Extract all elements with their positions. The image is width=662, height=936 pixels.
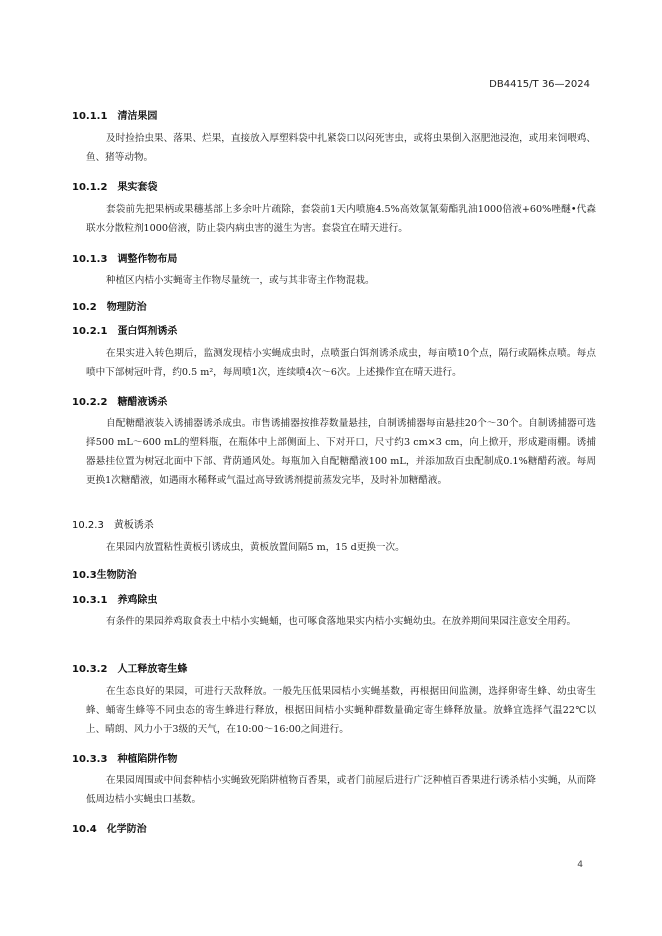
section-title: 蛋白饵剂诱杀: [117, 326, 178, 337]
section-paragraph: 有条件的果园养鸡取食表土中桔小实蝇蛹，也可啄食落地果实内桔小实蝇幼虫。在放养期间果园注意安全用药。: [106, 616, 577, 627]
section-heading: [72, 298, 147, 313]
section-heading: [72, 393, 167, 408]
section-paragraph: 自配糖醋液装入诱捕器诱杀成虫。市售诱捕器按推荐数量悬挂，自制诱捕器每亩悬挂20个～30个。自制诱捕器可选择500 mL～600 mL的塑料瓶，在瓶体中上部侧面上、下对开口，尺寸约3 cm×3 cm，向上掀开，形成避雨棚。诱捕器悬挂位置为树冠北面中下部、背荫通风处。每瓶加入自配糖醋液100 mL，并添加敌百虫配制成0.1%糖醋药液。每周更换1次糖醋液，如遇雨水稀释或气温过高导致诱剂提前蒸发完毕，及时补加糖醋液。: [86, 418, 596, 486]
section-number: 10.3.1: [72, 595, 108, 606]
section-title: 果实套袋: [117, 182, 158, 193]
section-title: 人工释放寄生蜂: [117, 664, 188, 675]
section-paragraph: 种植区内桔小实蝇寄主作物尽量统一，或与其非寄主作物混栽。: [106, 275, 375, 286]
section-paragraph: 在果实进入转色期后，监测发现桔小实蝇成虫时，点喷蛋白饵剂诱杀成虫，每亩喷10个点，隔行或隔株点喷。每点喷中下部树冠叶背，约0.5 m²，每周喷1次，连续喷4次～6次。上述操作宜在晴天进行。: [86, 348, 596, 378]
section-heading: [72, 660, 187, 675]
section-heading: [72, 516, 154, 531]
section-number: 10.2.2: [72, 397, 108, 408]
section-title: 生物防治: [96, 570, 137, 581]
section-title: 物理防治: [106, 302, 147, 313]
section-paragraph: 及时捡拾虫果、落果、烂果，直接放入厚塑料袋中扎紧袋口以闷死害虫，或将虫果倒入沤肥池浸泡，或用来饲喂鸡、鱼、猪等动物。: [86, 133, 596, 163]
section-number: 10.1.2: [72, 182, 108, 193]
document-code: DB4415/T 36—2024: [489, 79, 590, 90]
section-number: 10.4: [72, 824, 97, 835]
section-paragraph: 在果园内放置粘性黄板引诱成虫，黄板放置间隔5 m，15 d更换一次。: [106, 542, 405, 553]
section-paragraph: 在果园周围或中间套种桔小实蝇致死陷阱植物百香果，或者门前屋后进行广泛种植百香果进行诱杀桔小实蝇，从而降低周边桔小实蝇虫口基数。: [86, 775, 596, 805]
section-number: 10.1.3: [72, 254, 108, 265]
section-number: 10.2.1: [72, 326, 108, 337]
section-heading: [72, 566, 137, 581]
section-title: 糖醋液诱杀: [117, 397, 168, 408]
section-heading: [72, 322, 177, 337]
section-title: 养鸡除虫: [117, 595, 158, 606]
section-heading: [72, 591, 157, 606]
section-number: 10.2: [72, 302, 97, 313]
section-title: 调整作物布局: [117, 254, 178, 265]
section-heading: [72, 178, 157, 193]
page-number: 4: [577, 860, 583, 870]
section-paragraph: 在生态良好的果园，可进行天敌释放。一般先压低果园桔小实蝇基数，再根据田间监测，选择卵寄生蜂、幼虫寄生蜂、蛹寄生蜂等不同虫态的寄生蜂进行释放，根据田间桔小实蝇种群数量确定寄生蜂释放量。放蜂宜选择气温22℃以上、晴朗、风力小于3级的天气，在10:00～16:00之间进行。: [86, 686, 596, 735]
section-number: 10.2.3: [72, 520, 104, 531]
section-title: 化学防治: [106, 824, 147, 835]
section-paragraph: 套袋前先把果柄或果穗基部上多余叶片疏除，套袋前1天内喷施4.5%高效氯氰菊酯乳油1000倍液+60%唑醚•代森联水分散粒剂1000倍液，防止袋内病虫害的滋生为害。套袋宜在晴天进行。: [86, 204, 596, 234]
section-title: 黄板诱杀: [113, 520, 154, 531]
section-number: 10.3.3: [72, 754, 108, 765]
section-heading: [72, 250, 177, 265]
section-heading: [72, 750, 177, 765]
section-number: 10.3.2: [72, 664, 108, 675]
section-title: 清洁果园: [117, 111, 158, 122]
section-heading: [72, 820, 147, 835]
section-heading: [72, 107, 157, 122]
section-title: 种植陷阱作物: [117, 754, 178, 765]
section-number: 10.3: [72, 570, 97, 581]
section-number: 10.1.1: [72, 111, 108, 122]
